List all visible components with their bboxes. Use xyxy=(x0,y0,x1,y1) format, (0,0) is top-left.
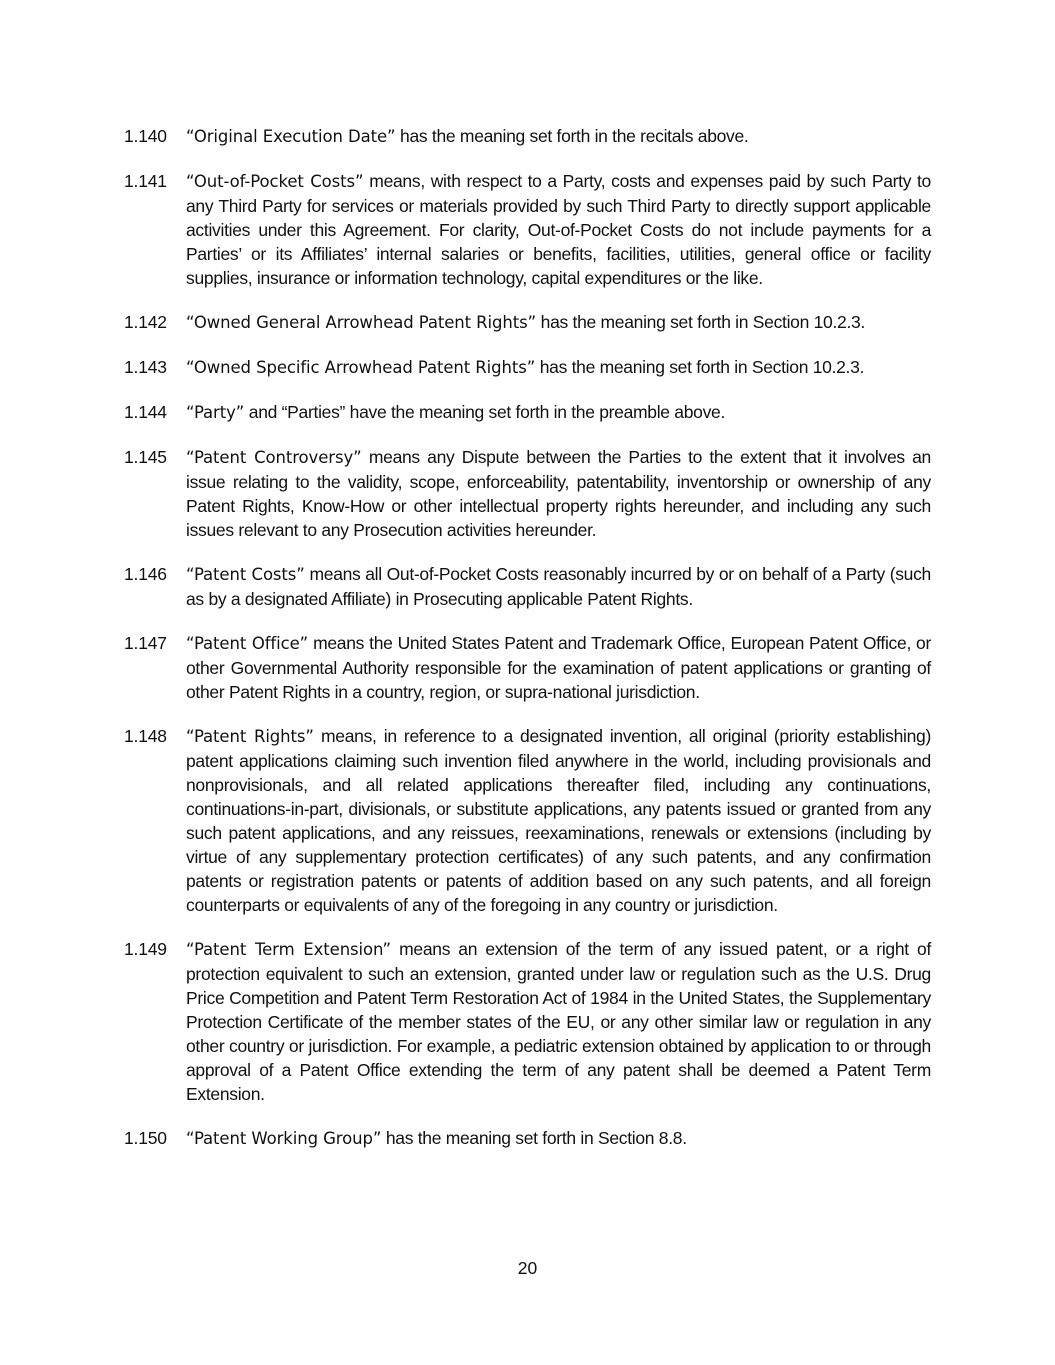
definition-text xyxy=(186,631,931,704)
section-number: 1.147 xyxy=(124,633,167,653)
definition-1-146 xyxy=(124,562,931,611)
definition-text xyxy=(186,724,931,917)
definition-text xyxy=(186,937,931,1106)
defined-term: “Patent Controversy” xyxy=(186,448,362,467)
section-number: 1.148 xyxy=(124,726,167,746)
definition-1-149 xyxy=(124,937,931,1106)
definition-1-147 xyxy=(124,631,931,704)
definition-text xyxy=(186,355,931,380)
section-number: 1.149 xyxy=(124,939,167,959)
definition-body: has the meaning set forth in Section 10.2.3. xyxy=(535,357,865,377)
definition-1-140 xyxy=(124,124,931,149)
defined-term: “Party” xyxy=(186,403,245,422)
defined-term: “Owned General Arrowhead Patent Rights” xyxy=(186,313,537,332)
section-number: 1.140 xyxy=(124,126,167,146)
section-number: 1.142 xyxy=(124,312,167,332)
definition-body: means all Out-of-Pocket Costs reasonably incurred by or on behalf of a Party (such as by a designated Affiliate) in Prosecuting applicable Patent Rights. xyxy=(186,564,931,609)
defined-term: “Patent Rights” xyxy=(186,727,314,746)
defined-term: “Patent Term Extension” xyxy=(186,940,391,959)
definition-text xyxy=(186,124,931,149)
definition-body: means, with respect to a Party, costs and expenses paid by such Party to any Third Party for services or materials provided by such Third Party to directly support applicable activities under this Agreement. For clarity, Out-of-Pocket Costs do not include payments for a Parties’ or its Affiliates’ internal salaries or benefits, facilities, utilities, general office or facility supplies, insurance or information technology, capital expenditures or the like. xyxy=(186,171,931,288)
definition-body: has the meaning set forth in Section 8.8. xyxy=(381,1128,687,1148)
definitions-list xyxy=(124,124,931,1171)
defined-term: “Patent Costs” xyxy=(186,565,305,584)
definition-text xyxy=(186,562,931,611)
definition-body: has the meaning set forth in Section 10.2.3. xyxy=(536,312,866,332)
definition-text xyxy=(186,310,931,335)
page-number: 20 xyxy=(517,1258,538,1278)
definition-1-145 xyxy=(124,445,931,542)
definition-1-141 xyxy=(124,169,931,290)
definition-body: has the meaning set forth in the recitals above. xyxy=(395,126,749,146)
section-number: 1.144 xyxy=(124,402,167,422)
section-number: 1.145 xyxy=(124,447,167,467)
definition-text xyxy=(186,400,931,425)
section-number: 1.141 xyxy=(124,171,167,191)
defined-term: “Original Execution Date” xyxy=(186,127,396,146)
definition-1-143 xyxy=(124,355,931,380)
definition-1-148 xyxy=(124,724,931,917)
defined-term: “Patent Working Group” xyxy=(186,1129,382,1148)
definition-text xyxy=(186,1126,931,1151)
defined-term: “Patent Office” xyxy=(186,634,309,653)
definition-body: and “Parties” have the meaning set forth in the preamble above. xyxy=(244,402,726,422)
section-number: 1.146 xyxy=(124,564,167,584)
definition-text xyxy=(186,445,931,542)
definition-1-144 xyxy=(124,400,931,425)
section-number: 1.143 xyxy=(124,357,167,377)
definition-body: means the United States Patent and Trademark Office, European Patent Office, or other Governmental Authority responsible for the examination of patent applications or granting of other Patent Rights in a country, region, or supra-national jurisdiction. xyxy=(186,633,931,702)
definition-body: means any Dispute between the Parties to the extent that it involves an issue relating to the validity, scope, enforceability, patentability, inventorship or ownership of any Patent Rights, Know-How or other intellectual property rights hereunder, and including any such issues relevant to any Prosecution activities hereunder. xyxy=(186,447,931,540)
definition-1-142 xyxy=(124,310,931,335)
definition-text xyxy=(186,169,931,290)
definition-1-150 xyxy=(124,1126,931,1151)
definition-body: means, in reference to a designated invention, all original (priority establishing) patent applications claiming such invention filed anywhere in the world, including provisionals and nonprovisionals, and all related applications thereafter filed, including any continuations, continuations-in-part, divisionals, or substitute applications, any patents issued or granted from any such patent applications, and any reissues, reexaminations, renewals or extensions (including by virtue of any supplementary protection certificates) of any such patents, and any confirmation patents or registration patents or patents of addition based on any such patents, and all foreign counterparts or equivalents of any of the foregoing in any country or jurisdiction. xyxy=(186,726,931,915)
defined-term: “Owned Specific Arrowhead Patent Rights” xyxy=(186,358,536,377)
defined-term: “Out-of-Pocket Costs” xyxy=(186,172,364,191)
definition-body: means an extension of the term of any issued patent, or a right of protection equivalent to such an extension, granted under law or regulation such as the U.S. Drug Price Competition and Patent Term Restoration Act of 1984 in the United States, the Supplementary Protection Certificate of the member states of the EU, or any other similar law or regulation in any other country or jurisdiction. For example, a pediatric extension obtained by application to or through approval of a Patent Office extending the term of any patent shall be deemed a Patent Term Extension. xyxy=(186,939,932,1104)
section-number: 1.150 xyxy=(124,1128,167,1148)
